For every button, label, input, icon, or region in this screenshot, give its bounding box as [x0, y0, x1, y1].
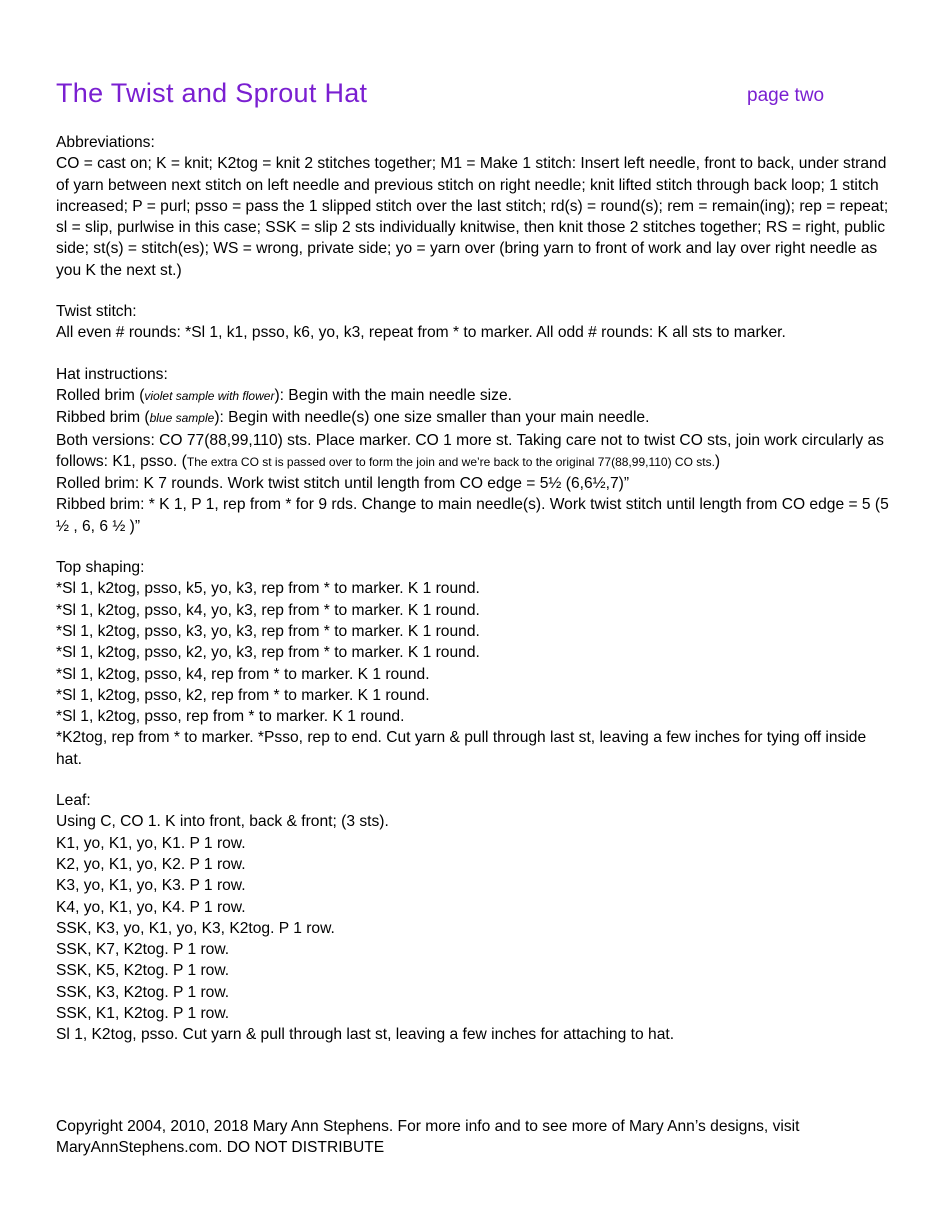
website-text: MaryAnnStephens.com. DO NOT DISTRIBUTE [56, 1139, 385, 1157]
rolled-brim-step: Rolled brim: K 7 rounds. Work twist stitch until length from CO edge = 5½ (6,6½,7)” [56, 475, 630, 493]
ribbed-brim-label: Ribbed brim ( [56, 409, 150, 427]
pattern-title: The Twist and Sprout Hat [56, 78, 368, 108]
title-row [56, 76, 896, 114]
leaf-line: SSK, K5, K2tog. P 1 row. [56, 962, 230, 980]
leaf-line: SSK, K3, yo, K1, yo, K3, K2tog. P 1 row. [56, 919, 335, 937]
top-shaping-line: *Sl 1, k2tog, psso, k3, yo, k3, rep from * to marker. K 1 round. [56, 622, 480, 640]
rolled-brim-note: violet sample with flower [144, 388, 275, 403]
both-versions-main: Both versions: CO 77(88,99,110) sts. Place marker. CO 1 more st. Taking care not to twist CO sts, join work circularly as follows: K1, psso. ( [56, 431, 884, 470]
leaf-line: SSK, K7, K2tog. P 1 row. [56, 941, 230, 959]
copyright-text: Copyright 2004, 2010, 2018 Mary Ann Stephens. For more info and to see more of Mary Ann’s designs, visit [56, 1118, 800, 1135]
rolled-brim-intro [56, 385, 896, 407]
hat-instructions-section [56, 364, 896, 537]
top-shaping-line: *Sl 1, k2tog, psso, k4, yo, k3, rep from * to marker. K 1 round. [56, 601, 480, 619]
twist-stitch-text: All even # rounds: *Sl 1, k1, psso, k6, yo, k3, repeat from * to marker. All odd # rounds: K all sts to marker. [56, 324, 786, 342]
hat-instructions-heading: Hat instructions: [56, 365, 168, 383]
top-shaping-final: *K2tog, rep from * to marker. *Psso, rep to end. Cut yarn & pull through last st, leaving a few inches for tying off inside hat. [56, 729, 867, 768]
leaf-heading: Leaf: [56, 792, 91, 810]
both-versions-close: ) [714, 452, 721, 470]
ribbed-brim-intro [56, 407, 896, 429]
abbreviations-text: CO = cast on; K = knit; K2tog = knit 2 stitches together; M1 = Make 1 stitch: Insert left needle, front to back, under strand of yarn between next stitch on left needle and previous stitch on right needle; knit lifted stitch through back loop; 1 stitch increased; P = purl; psso = pass the 1 slipped stitch over the last stitch; rd(s) = round(s); rem = remain(ing); rep = repeat; sl = slip, purlwise in this case; SSK = slip 2 sts individually knitwise, then knit those 2 stitches together; RS = right, public side; st(s) = stitch(es); WS = wrong, private side; yo = yarn over (bring yarn to front of work and lay over right needle as you K the next st.) [56, 155, 889, 279]
leaf-line: K1, yo, K1, yo, K1. P 1 row. [56, 834, 246, 852]
page-label: page two [747, 85, 825, 106]
abbreviations-heading: Abbreviations: [56, 134, 155, 151]
leaf-line: K3, yo, K1, yo, K3. P 1 row. [56, 877, 246, 895]
abbreviations-section [56, 132, 896, 281]
top-shaping-line: *Sl 1, k2tog, psso, k5, yo, k3, rep from * to marker. K 1 round. [56, 580, 480, 598]
ribbed-brim-step: Ribbed brim: * K 1, P 1, rep from * for 9 rds. Change to main needle(s). Work twist stitch until length from CO edge = 5 (5 ½ , 6, 6 ½ )” [56, 496, 889, 535]
document-page [56, 76, 896, 1046]
leaf-line: Sl 1, K2tog, psso. Cut yarn & pull through last st, leaving a few inches for attaching to hat. [56, 1026, 675, 1044]
leaf-line: SSK, K1, K2tog. P 1 row. [56, 1004, 230, 1022]
top-shaping-line: *Sl 1, k2tog, psso, k2, yo, k3, rep from * to marker. K 1 round. [56, 644, 480, 662]
rolled-brim-label: Rolled brim ( [56, 386, 145, 404]
top-shaping-heading: Top shaping: [56, 559, 145, 577]
leaf-section [56, 790, 896, 1046]
rolled-brim-text: ): Begin with the main needle size. [274, 386, 512, 404]
both-versions-note: The extra CO st is passed over to form the join and we’re back to the original 77(88,99,110) CO sts. [186, 454, 715, 469]
leaf-line: K4, yo, K1, yo, K4. P 1 row. [56, 898, 246, 916]
ribbed-brim-note: blue sample [149, 411, 215, 426]
leaf-line: Using C, CO 1. K into front, back & front; (3 sts). [56, 813, 389, 831]
twist-stitch-heading: Twist stitch: [56, 303, 137, 321]
top-shaping-line: *Sl 1, k2tog, psso, k4, rep from * to marker. K 1 round. [56, 665, 430, 683]
twist-stitch-section [56, 301, 896, 344]
ribbed-brim-text: ): Begin with needle(s) one size smaller than your main needle. [214, 409, 650, 427]
leaf-line: SSK, K3, K2tog. P 1 row. [56, 983, 230, 1001]
top-shaping-section [56, 557, 896, 770]
both-versions-text [56, 430, 896, 474]
top-shaping-line: *Sl 1, k2tog, psso, k2, rep from * to marker. K 1 round. [56, 686, 430, 704]
copyright-footer [56, 1116, 906, 1159]
leaf-line: K2, yo, K1, yo, K2. P 1 row. [56, 855, 246, 873]
top-shaping-line: *Sl 1, k2tog, psso, rep from * to marker. K 1 round. [56, 708, 405, 726]
